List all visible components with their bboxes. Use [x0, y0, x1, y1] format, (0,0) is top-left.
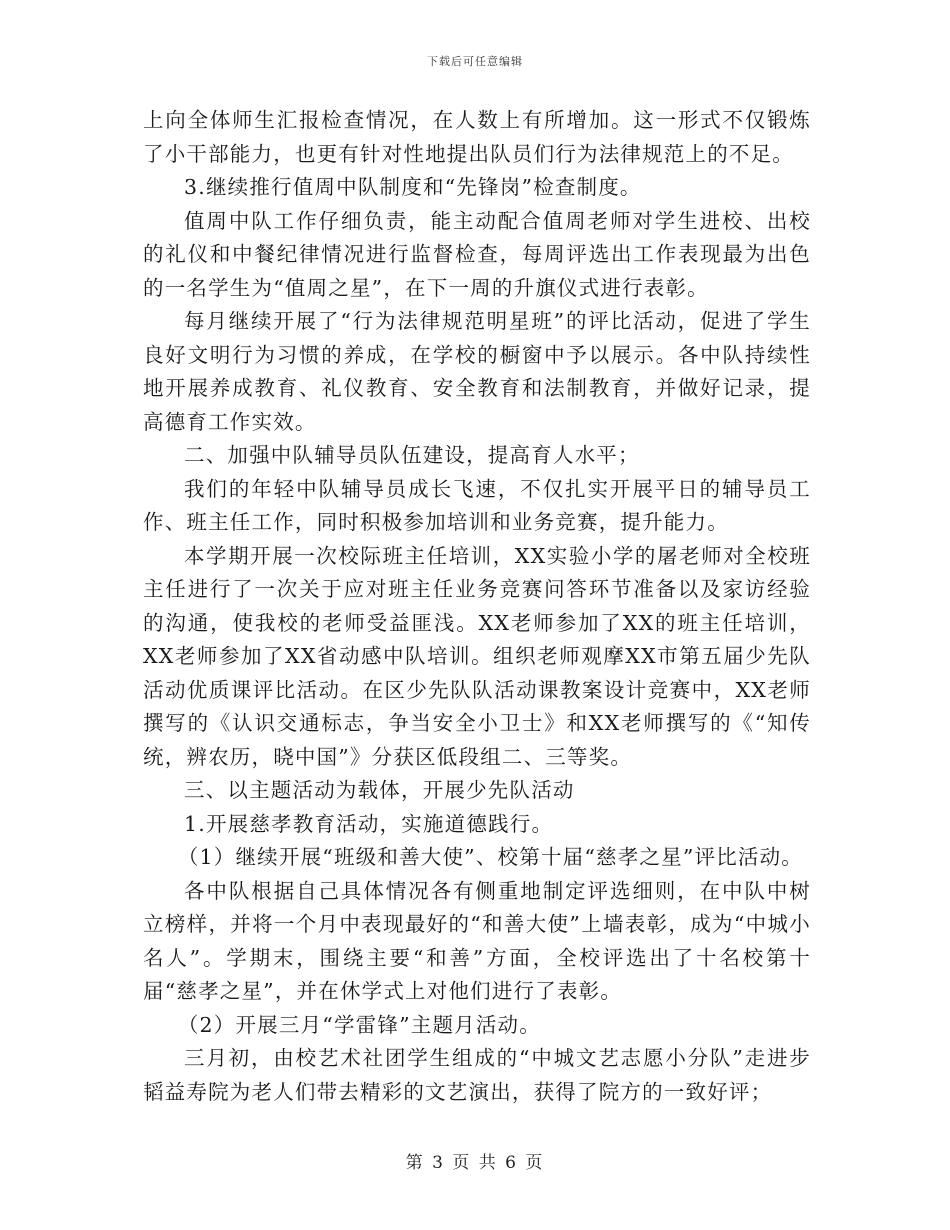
paragraph: 1.开展慈孝教育活动，实施道德践行。 [184, 811, 554, 836]
section-heading: 二、加强中队辅导员队伍建设，提高育人水平； [184, 443, 640, 467]
paragraph: 我们的年轻中队辅导员成长飞速，不仅扎实开展平日的辅导员工作、班主任工作，同时积极参加培训和业务竞赛，提升能力。 [143, 476, 811, 534]
paragraph: （1）继续开展“班级和善大使”、校第十届“慈孝之星”评比活动。 [177, 845, 804, 869]
section-heading: 三、以主题活动为载体，开展少先队活动 [184, 778, 575, 802]
paragraph: 本学期开展一次校际班主任培训，XX实验小学的屠老师对全校班主任进行了一次关于应对班主任业务竞赛问答环节准备以及家访经验的沟通，使我校的老师受益匪浅。XX老师参加了XX的班主任培训，XX老师参加了XX省动感中队培训。组织老师观摩XX市第五届少先队活动优质课评比活动。在区少先队队活动课教案设计竞赛中，XX老师撰写的《认识交通标志，争当安全小卫士》和XX老师撰写的《“知传统，辨农历，晓中国”》分获区低段组二、三等奖。 [143, 543, 811, 769]
paragraph: 上向全体师生汇报检查情况，在人数上有所增加。这一形式不仅锻炼了小干部能力，也更有针对性地提出队员们行为法律规范上的不足。 [143, 108, 811, 166]
paragraph: 值周中队工作仔细负责，能主动配合值周老师对学生进校、出校的礼仪和中餐纪律情况进行监督检查，每周评选出工作表现最为出色的一名学生为“值周之星”，在下一周的升旗仪式进行表彰。 [143, 208, 811, 300]
paragraph: 各中队根据自己具体情况各有侧重地制定评选细则，在中队中树立榜样，并将一个月中表现最好的“和善大使”上墙表彰，成为“中城小名人”。学期末，围绕主要“和善”方面，全校评选出了十名校第十届“慈孝之星”，并在休学式上对他们进行了表彰。 [143, 878, 811, 1003]
paragraph: （2）开展三月“学雷锋”主题月活动。 [177, 1012, 541, 1037]
paragraph: 每月继续开展了“行为法律规范明星班”的评比活动，促进了学生良好文明行为习惯的养成，在学校的橱窗中予以展示。各中队持续性地开展养成教育、礼仪教育、安全教育和法制教育，并做好记录，提高德育工作实效。 [143, 309, 811, 434]
paragraph: 3.继续推行值周中队制度和“先锋岗”检查制度。 [184, 175, 642, 199]
document-body [143, 104, 811, 1109]
page-number: 第 3 页 共 6 页 [405, 1153, 545, 1173]
paragraph: 三月初，由校艺术社团学生组成的“中城文艺志愿小分队”走进步韬益寿院为老人们带去精彩的文艺演出，获得了院方的一致好评； [143, 1046, 811, 1104]
header-note: 下载后可任意编辑 [427, 55, 523, 68]
